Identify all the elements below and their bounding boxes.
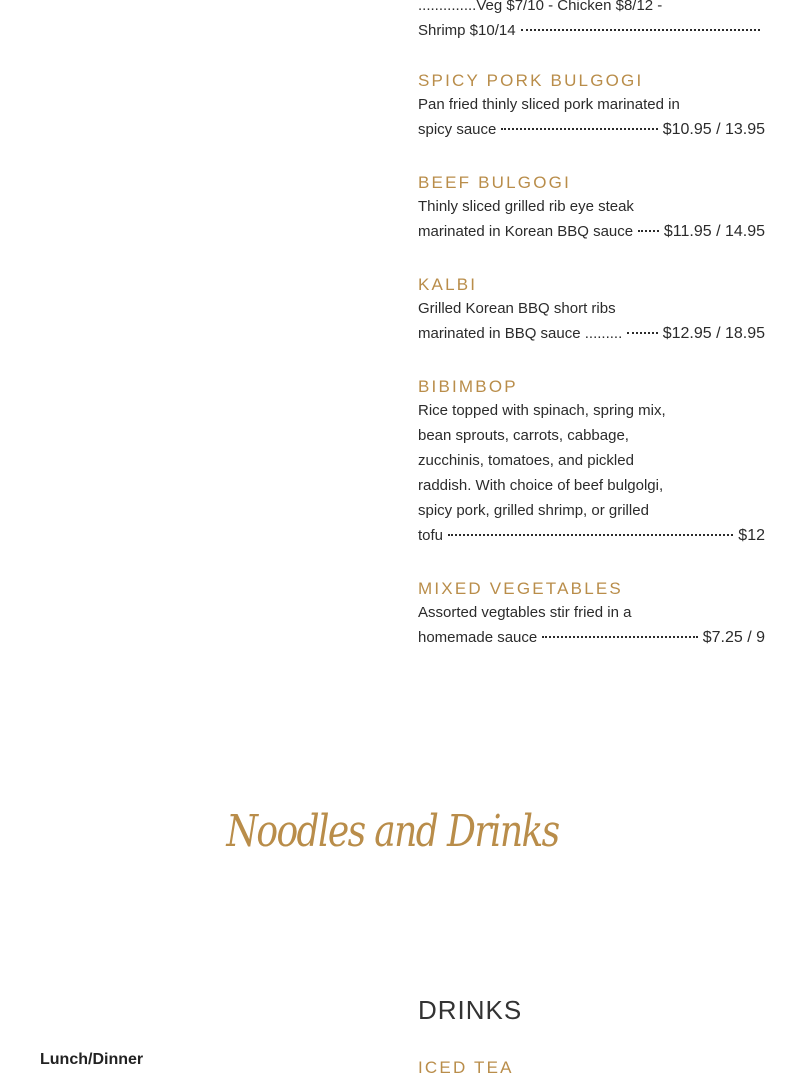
item-price-line <box>418 219 765 244</box>
item-price-line <box>418 523 765 548</box>
dot-leader <box>448 533 733 536</box>
item-description-line: bean sprouts, carrots, cabbage, <box>418 427 629 444</box>
item-name: SPICY PORK BULGOGI <box>418 71 644 90</box>
item-price-line <box>418 625 765 650</box>
item-description-last: tofu <box>418 527 444 544</box>
item-description-line: spicy pork, grilled shrimp, or grilled <box>418 502 649 519</box>
menu-item-continued <box>418 0 765 43</box>
item-name: MIXED VEGETABLES <box>418 579 623 598</box>
item-name: BEEF BULGOGI <box>418 173 571 192</box>
section-title: Noodles and Drinks <box>226 806 559 857</box>
item-description-last: homemade sauce <box>418 629 538 646</box>
menu-item <box>418 376 765 548</box>
item-price-line <box>418 321 765 346</box>
item-name: ICED TEA <box>418 1058 514 1077</box>
menu-item <box>418 70 765 142</box>
item-name: BIBIMBOP <box>418 377 518 396</box>
item-price-line <box>418 117 765 142</box>
drinks-heading: DRINKS <box>418 995 523 1025</box>
dot-leader <box>542 635 697 638</box>
item-description-line: Pan fried thinly sliced pork marinated in <box>418 96 680 113</box>
menu-item <box>418 172 765 244</box>
item-description-line: zucchinis, tomatoes, and pickled <box>418 452 634 469</box>
item-description-line: Assorted vegtables stir fried in a <box>418 604 632 621</box>
item-description-last: marinated in Korean BBQ sauce <box>418 223 634 240</box>
item-description-last: marinated in BBQ sauce ......... <box>418 325 623 342</box>
item-description-last: spicy sauce <box>418 121 497 138</box>
item-description-line: Thinly sliced grilled rib eye steak <box>418 198 634 215</box>
item-price: $12.95 / 18.95 <box>662 325 765 342</box>
item-description-line: Rice topped with spinach, spring mix, <box>418 402 666 419</box>
item-price: $12 <box>738 527 765 544</box>
item-name: KALBI <box>418 275 478 294</box>
dot-leader <box>501 127 657 130</box>
item-price-line <box>418 18 765 43</box>
dot-leader <box>521 28 760 31</box>
lunch-dinner-label: Lunch/Dinner <box>40 1051 144 1068</box>
dot-leader <box>627 331 657 334</box>
item-description-line: raddish. With choice of beef bulgolgi, <box>418 477 664 494</box>
item-price: $7.25 / 9 <box>702 629 765 646</box>
item-price: $11.95 / 14.95 <box>663 223 765 240</box>
menu-item <box>418 274 765 346</box>
menu-item <box>418 578 765 650</box>
item-description-line: ..............Veg $7/10 - Chicken $8/12 - <box>418 0 663 14</box>
item-description-last: Shrimp $10/14 <box>418 22 516 39</box>
item-price: $10.95 / 13.95 <box>662 121 765 138</box>
dot-leader <box>638 229 659 232</box>
item-description-line: Grilled Korean BBQ short ribs <box>418 300 616 317</box>
